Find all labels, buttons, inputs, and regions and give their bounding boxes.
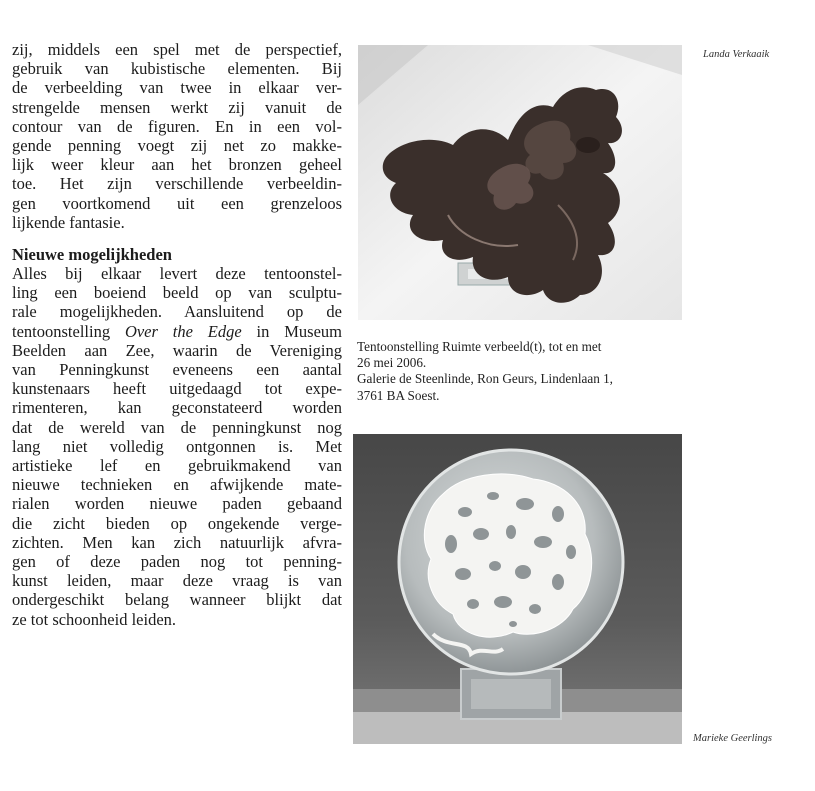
text-line: die zicht bieden op ongekende verge- [12, 513, 342, 533]
photo-bronze-sculpture [358, 45, 682, 320]
text-line: kunstenaars heeft uitgedaagd tot expe- [12, 379, 342, 399]
text-line: gen of deze paden nog tot penning- [12, 552, 342, 572]
text-line: ondergeschikt belang wanneer blijkt dat [12, 590, 342, 610]
text-line: gende penning voegt zij net zo makke- [12, 136, 342, 156]
caption-line: Tentoonstelling Ruimte verbeeld(t), tot en met [357, 339, 602, 354]
text-line: dat de wereld van de penningkunst nog [12, 417, 342, 437]
text-line [12, 322, 342, 341]
text-line: zichten. Men kan zich natuurlijk afvra- [12, 532, 342, 552]
text-fragment: tentoonstelling [12, 321, 125, 341]
text-line: lijk weer kleur aan het bronzen geheel [12, 155, 342, 175]
caption-line: 26 mei 2006. [357, 355, 427, 371]
text-line: kunst leiden, maar deze vraag is van [12, 571, 342, 591]
photo-credit: Landa Verkaaik [703, 49, 770, 60]
text-fragment: in Museum [241, 321, 342, 341]
text-line: Beelden aan Zee, waarin de Vereniging [12, 340, 342, 360]
text-line: contour van de figuren. En in een vol- [12, 116, 342, 136]
text-line: gen voortkomend uit een grenzeloos [12, 193, 342, 213]
section-heading: Nieuwe mogelijkheden [12, 245, 172, 265]
paragraph-intro [12, 40, 342, 232]
text-line: lijkende fantasie. [12, 212, 125, 232]
text-line: ling een boeiend beeld op van sculptu- [12, 283, 342, 303]
text-line: van Penningkunst eveneens een aantal [12, 360, 342, 380]
caption-line: 3761 BA Soest. [357, 387, 440, 403]
photo-lace-medal [353, 434, 682, 744]
bronze-sculpture-image [358, 45, 682, 320]
text-line: ze tot schoonheid leiden. [12, 609, 177, 629]
lace-medal-image [353, 434, 682, 744]
caption-line: Galerie de Steenlinde, Ron Geurs, Lindenlaan 1, [357, 371, 613, 387]
exhibition-title: Over the Edge [124, 321, 242, 341]
text-line: rale mogelijkheden. Aansluitend op de [12, 302, 342, 322]
text-line: rialen worden nieuwe paden gebaand [12, 494, 342, 514]
text-line: zij, middels een spel met de perspectief, [12, 40, 342, 59]
text-line: strengelde mensen werkt zij vanuit de [12, 97, 342, 117]
text-line: lang niet volledig ontgonnen is. Met [12, 436, 342, 456]
text-line: artistieke lef en gebruikmakend van [12, 456, 342, 476]
text-line: de verbeelding van twee in elkaar ver- [12, 78, 342, 98]
text-line: gebruik van kubistische elementen. Bij [12, 59, 342, 79]
paragraph-main [12, 264, 342, 629]
article-left-column [12, 40, 342, 629]
text-line: nieuwe technieken en afwijkende mate- [12, 475, 342, 495]
photo-credit: Marieke Geerlings [693, 733, 773, 744]
text-line: toe. Het zijn verschillende verbeeldin- [12, 174, 342, 194]
text-line: rimenteren, kan geconstateerd worden [12, 398, 342, 418]
text-line: Alles bij elkaar levert deze tentoonstel- [12, 264, 342, 284]
image-caption [357, 339, 677, 404]
